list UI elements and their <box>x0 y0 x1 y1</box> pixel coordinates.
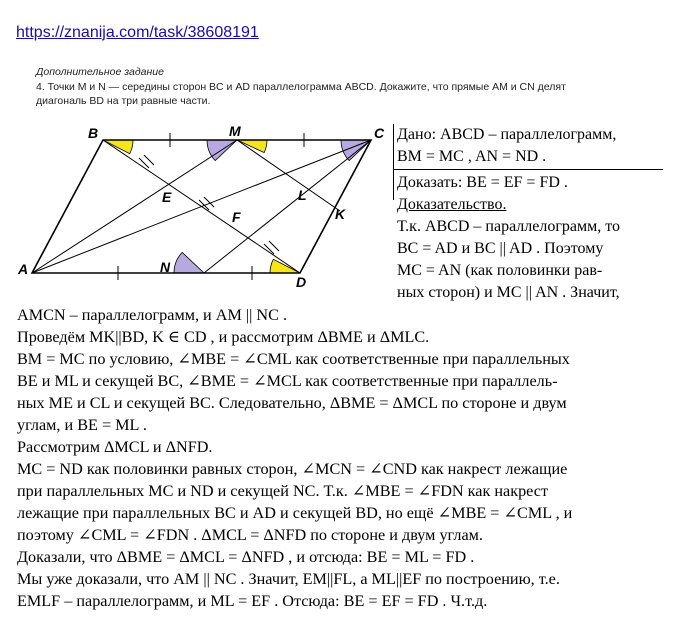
task-statement: 4. Точки M и N — середины сторон BC и AD параллелограмма ABCD. Докажите, что прямые AM и CN делят диагональ BD на три равные части. <box>36 81 566 107</box>
proof-line-3: MC = AN (как половинки рав- <box>397 262 603 279</box>
proof-body-line: Доказали, что ΔBME = ΔMCL = ΔNFD , и отсюда: BE = ML = FD . <box>17 548 475 566</box>
proof-body-line: при параллельных MC и ND и секущей NC. Т.к. ∠MBE = ∠FDN как накрест <box>17 482 549 500</box>
given-divider <box>393 169 663 170</box>
proof-body-line: ных ME и CL и секущей BC. Следовательно, ΔBME = ΔMCL по стороне и двум <box>17 394 567 412</box>
proof-body-line: Проведём MK||BD, K ∈ CD , и рассмотрим ΔBME и ΔMLC. <box>17 328 430 346</box>
proof-body-line: углам, и BE = ML . <box>17 416 147 434</box>
line-MK <box>237 140 340 211</box>
given-line-2: BM = MC , AN = ND . <box>397 148 547 165</box>
proof-body-line: Рассмотрим ΔMCL и ΔNFD. <box>17 438 213 456</box>
task-link[interactable]: https://znanija.com/task/38608191 <box>16 24 259 41</box>
angle-mark-D <box>270 259 300 273</box>
label-E: E <box>162 189 172 205</box>
label-K: K <box>335 206 346 222</box>
line-CN <box>204 140 371 273</box>
parallelogram-figure <box>10 118 390 290</box>
angle-mark-N <box>174 252 204 273</box>
label-F: F <box>232 209 241 225</box>
proof-line-1: Т.к. ABCD – параллелограмм, то <box>397 218 621 235</box>
proof-body-line: BM = MC по условию, ∠MBE = ∠CML как соответственные при параллельных <box>17 350 570 368</box>
label-A: A <box>18 261 29 277</box>
line-AM <box>32 140 237 273</box>
label-M: M <box>229 123 241 139</box>
proof-body-line: поэтому ∠CML = ∠FDN . ΔMCL = ΔNFD по стороне и двум углам. <box>17 526 483 544</box>
proof-body-line: BE и ML и секущей BC, ∠BME = ∠MCL как соответственные при параллель- <box>17 372 558 390</box>
label-N: N <box>160 259 171 275</box>
diagonal-BD <box>103 140 300 273</box>
proof-body-line: лежащие при параллельных BC и AD и секущей BD, но ещё ∠MBE = ∠CML , и <box>17 504 573 522</box>
given-divider-vertical <box>393 124 394 200</box>
proof-title: Доказательство. <box>397 196 507 213</box>
prove-line: Доказать: BE = EF = FD . <box>397 174 568 191</box>
label-B: B <box>88 125 99 141</box>
proof-line-4: ных сторон) и MC || AN . Значит, <box>397 284 620 301</box>
angle-mark-B <box>103 140 133 154</box>
label-L: L <box>298 187 307 203</box>
label-C: C <box>374 125 385 141</box>
proof-line-2: BC = AD и BC || AD . Поэтому <box>397 240 604 257</box>
proof-body-line: Мы уже доказали, что AM || NC . Значит, EM||FL, а ML||EF по построению, т.е. <box>17 570 560 588</box>
given-line: Дано: ABCD – параллелограмм, <box>397 126 617 143</box>
proof-body-line: MC = ND как половинки равных сторон, ∠MCN = ∠CND как накрест лежащие <box>17 460 568 478</box>
label-D: D <box>296 274 307 290</box>
proof-body-line: EMLF – параллелограмм, и ML = EF . Отсюда: BE = EF = FD . Ч.т.д. <box>17 592 488 610</box>
proof-body-line: AMCN – параллелограмм, и AM || NC . <box>17 306 287 324</box>
task-heading: Дополнительное задание <box>36 66 164 78</box>
